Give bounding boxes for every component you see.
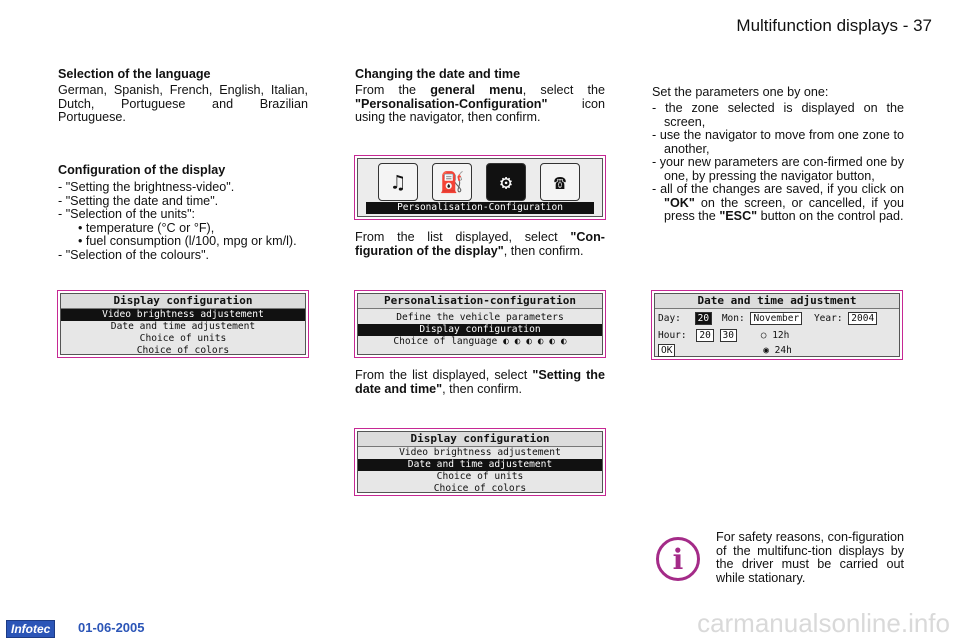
hour-label: Hour: <box>658 330 687 341</box>
date-time-paragraph-1: From the general menu, select the "Personalisation-Configuration" icon using the navigator, then confirm. <box>355 83 605 124</box>
menu-item: Display configuration <box>358 324 602 336</box>
display-config-heading: Configuration of the display <box>58 163 226 177</box>
day-field: 20 <box>695 312 712 325</box>
screen-title: Display configuration <box>358 432 602 447</box>
list-item: • fuel consumption (l/100, mpg or km/l). <box>78 234 297 248</box>
radio-12h-icon: ○ <box>760 330 767 341</box>
watermark: carmanualsonline.info <box>697 608 950 638</box>
list-item: - "Selection of the units": <box>58 207 196 221</box>
infotec-logo: Infotec <box>6 620 55 638</box>
parameters-intro: Set the parameters one by one: <box>652 85 829 99</box>
list-item: - "Selection of the colours". <box>58 247 210 262</box>
menu-item: Video brightness adjustement <box>61 309 305 321</box>
date-time-heading: Changing the date and time <box>355 67 521 81</box>
month-field: November <box>750 312 802 325</box>
list-item: - your new parameters are con-firmed one by one, by pressing the navigator button, <box>652 155 904 183</box>
music-icon: ♫ <box>378 163 418 201</box>
menu-item: Choice of colors <box>136 345 230 356</box>
menu-item: Date and time adjustement <box>110 321 256 332</box>
personalisation-menu-screen <box>354 155 606 220</box>
footer-date: 01-06-2005 <box>78 620 145 635</box>
list-item: - "Setting the date and time". <box>58 193 219 208</box>
hour-field: 20 <box>696 329 713 342</box>
display-config-list <box>58 181 308 262</box>
menu-item: Choice of colors <box>433 483 527 494</box>
language-heading: Selection of the language <box>58 67 211 81</box>
personalisation-config-screen <box>354 290 606 358</box>
date-time-screen <box>651 290 903 360</box>
list-item: - the zone selected is displayed on the screen, <box>652 101 904 129</box>
display-config-screen <box>57 290 309 358</box>
safety-note: For safety reasons, con-figuration of the multifunc-tion displays by the driver must be carried out while stationary. <box>716 530 904 585</box>
option-12h: 12h <box>772 330 790 341</box>
list-item: - "Setting the brightness-video". <box>58 180 235 194</box>
date-time-paragraph-3: From the list displayed, select "Setting the date and time", then confirm. <box>355 368 605 396</box>
menu-item: Date and time adjustement <box>358 459 602 471</box>
menu-item: Video brightness adjustement <box>399 447 561 458</box>
month-label: Mon: <box>721 313 745 324</box>
settings-icon: ⚙ <box>486 163 526 201</box>
option-24h: 24h <box>774 345 792 356</box>
display-config-screen-2 <box>354 428 606 496</box>
menu-item: Choice of language ◐ ◐ ◐ ◐ ◐ ◐ <box>393 336 567 347</box>
screen-title: Display configuration <box>61 294 305 309</box>
year-label: Year: <box>813 313 843 324</box>
parameters-list <box>652 102 904 224</box>
screen-label: Personalisation-Configuration <box>366 202 594 214</box>
menu-item: Choice of units <box>436 471 524 482</box>
phone-icon: ☎ <box>540 163 580 201</box>
fuel-icon: ⛽ <box>432 163 472 201</box>
language-body: German, Spanish, French, English, Italian, Dutch, Portuguese and Brazilian Portuguese. <box>58 83 308 124</box>
page-title: Multifunction displays - 37 <box>736 16 932 35</box>
menu-item: Choice of units <box>139 333 227 344</box>
list-item: - use the navigator to move from one zone to another, <box>652 128 904 156</box>
list-item: - all of the changes are saved, if you click on "OK" on the screen, or cancelled, if you press the "ESC" button on the control pad. <box>652 182 904 223</box>
year-field: 2004 <box>848 312 877 325</box>
info-icon: i <box>656 537 700 581</box>
day-label: Day: <box>658 313 681 324</box>
menu-item: Define the vehicle parameters <box>396 312 564 323</box>
date-time-paragraph-2: From the list displayed, select "Con-figuration of the display", then confirm. <box>355 230 605 258</box>
screen-title: Personalisation-configuration <box>358 294 602 309</box>
screen-title: Date and time adjustment <box>655 294 899 309</box>
radio-24h-icon: ◉ <box>763 345 769 356</box>
minute-field: 30 <box>720 329 737 342</box>
list-item: • temperature (°C or °F), <box>78 220 215 235</box>
ok-button: OK <box>658 344 675 357</box>
